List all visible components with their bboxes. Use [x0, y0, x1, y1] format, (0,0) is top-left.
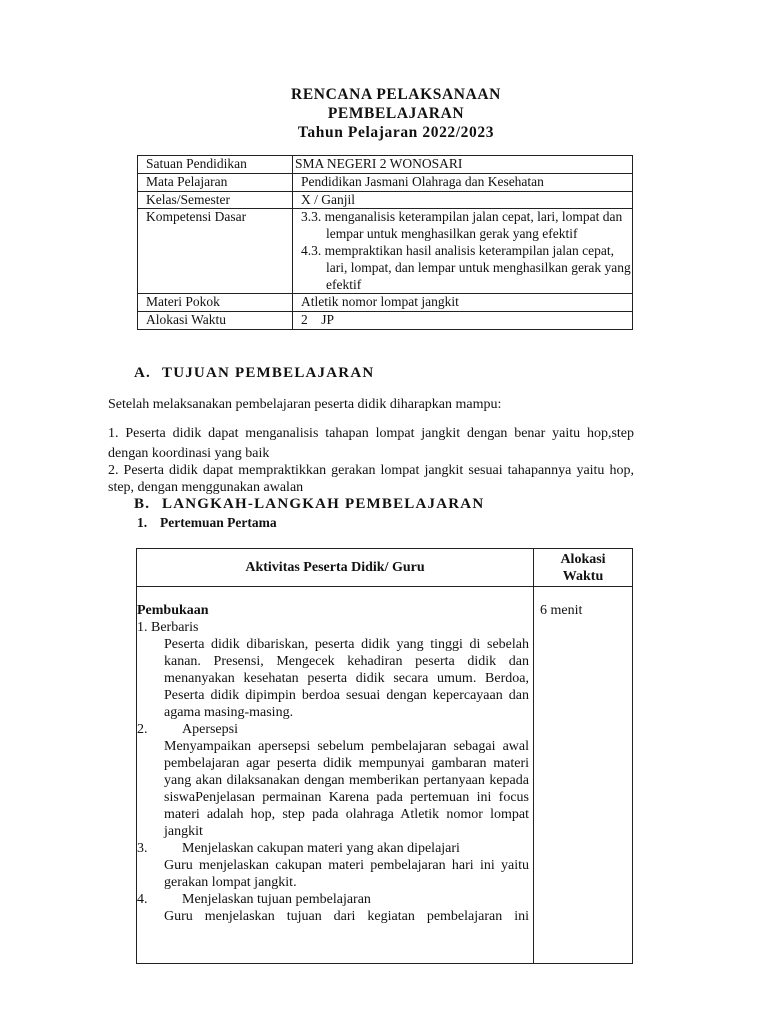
step-title: Apersepsi: [182, 722, 238, 737]
info-label: Satuan Pendidikan: [138, 156, 293, 174]
section-letter: A.: [134, 365, 151, 381]
info-label: Alokasi Waktu: [138, 312, 293, 330]
document-title: [0, 85, 768, 142]
meeting-heading: [137, 515, 277, 531]
step-title: Menjelaskan tujuan pembelajaran: [182, 892, 371, 907]
step-number: 2.: [137, 722, 148, 737]
activity-step: [137, 840, 529, 891]
step-number: 1. Berbaris: [137, 620, 199, 635]
step-body: Peserta didik dibariskan, peserta didik yang tinggi di sebelah kanan. Presensi, Mengecek kehadiran peserta didik dan menanyakan kesehatan peserta didik secara umum. Berdoa, Peserta didik dipimpin berdoa sesuai dengan kepercayaan dan agama masing-masing.: [164, 637, 529, 720]
info-label: Kelas/Semester: [138, 191, 293, 209]
activity-step: [137, 619, 529, 721]
time-header-line: Waktu: [562, 568, 604, 584]
step-number: 3.: [137, 841, 148, 856]
info-value: 2 JP: [293, 312, 633, 330]
step-body: Guru menjelaskan cakupan materi pembelajaran hari ini yaitu gerakan lompat jangkit.: [164, 858, 529, 890]
meeting-number: 1.: [137, 515, 148, 530]
info-label: Materi Pokok: [138, 294, 293, 312]
objective-2: 2. Peserta didik dapat mempraktikkan gerakan lompat jangkit sesuai tahapannya yaitu hop, step, dengan menggunakan awalan: [108, 463, 634, 495]
step-title: Menjelaskan cakupan materi yang akan dipelajari: [182, 841, 460, 856]
activity-row: [137, 587, 633, 964]
activity-table: [136, 548, 633, 964]
activity-step: [137, 721, 529, 840]
step-body: Guru menjelaskan tujuan dari kegiatan pembelajaran ini: [164, 909, 529, 924]
title-line-3: Tahun Pelajaran 2022/2023: [297, 124, 495, 141]
info-row: [138, 173, 633, 191]
section-b-heading: [134, 496, 484, 513]
info-row: [138, 294, 633, 312]
section-letter: B.: [134, 496, 151, 512]
info-value: Atletik nomor lompat jangkit: [293, 294, 633, 312]
info-value: Pendidikan Jasmani Olahraga dan Kesehatan: [293, 173, 633, 191]
activity-step: [137, 891, 529, 925]
info-label: Mata Pelajaran: [138, 173, 293, 191]
meeting-title: Pertemuan Pertama: [160, 515, 277, 530]
competency-item: 3.3. menganalisis keterampilan jalan cepat, lari, lompat dan lempar untuk menghasilkan gerak yang efektif: [301, 209, 623, 242]
info-row: [138, 191, 633, 209]
info-value: X / Ganjil: [293, 191, 633, 209]
info-value: SMA NEGERI 2 WONOSARI: [293, 156, 633, 174]
objectives-intro: Setelah melaksanakan pembelajaran peserta didik diharapkan mampu:: [108, 397, 502, 412]
activity-column-header: Aktivitas Peserta Didik/ Guru: [137, 549, 534, 587]
step-body: Menyampaikan apersepsi sebelum pembelajaran sebagai awal pembelajaran agar peserta didik mempunyai gambaran materi yang akan dilaksanakan dengan memberikan pertanyaan kepada siswaPenjelasan permainan Karena pada pertemuan ini focus materi adalah hop, step pada olahraga Atletik nomor lompat jangkit: [164, 739, 529, 839]
step-header: [137, 891, 529, 908]
step-header: [137, 840, 529, 857]
title-line-1: RENCANA PELAKSANAAN: [291, 86, 501, 103]
section-title: LANGKAH-LANGKAH PEMBELAJARAN: [162, 496, 485, 512]
competency-list: [293, 209, 633, 294]
info-row: [138, 209, 633, 294]
activity-header-row: [137, 549, 633, 587]
section-a-heading: [134, 365, 374, 382]
objective-1: 1. Peserta didik dapat menganalisis tahapan lompat jangkit dengan benar yaitu hop,step dengan koordinasi yang baik: [108, 426, 634, 461]
title-line-2: PEMBELAJARAN: [327, 105, 465, 122]
competency-item: 4.3. mempraktikan hasil analisis keterampilan jalan cepat, lari, lompat, dan lempar untuk menghasilkan gerak yang efektif: [301, 242, 631, 292]
info-row: [138, 156, 633, 174]
section-title: TUJUAN PEMBELAJARAN: [162, 365, 375, 381]
time-cell: 6 menit: [534, 587, 633, 964]
step-header: [137, 721, 529, 738]
info-row: [138, 312, 633, 330]
time-column-header: [534, 549, 633, 587]
info-label: Kompetensi Dasar: [138, 209, 293, 294]
activity-cell: [137, 587, 534, 964]
step-number: 4.: [137, 892, 148, 907]
time-header-line: Alokasi: [560, 551, 606, 567]
info-table: [137, 155, 633, 330]
activity-section-title: Pembukaan: [137, 603, 209, 618]
